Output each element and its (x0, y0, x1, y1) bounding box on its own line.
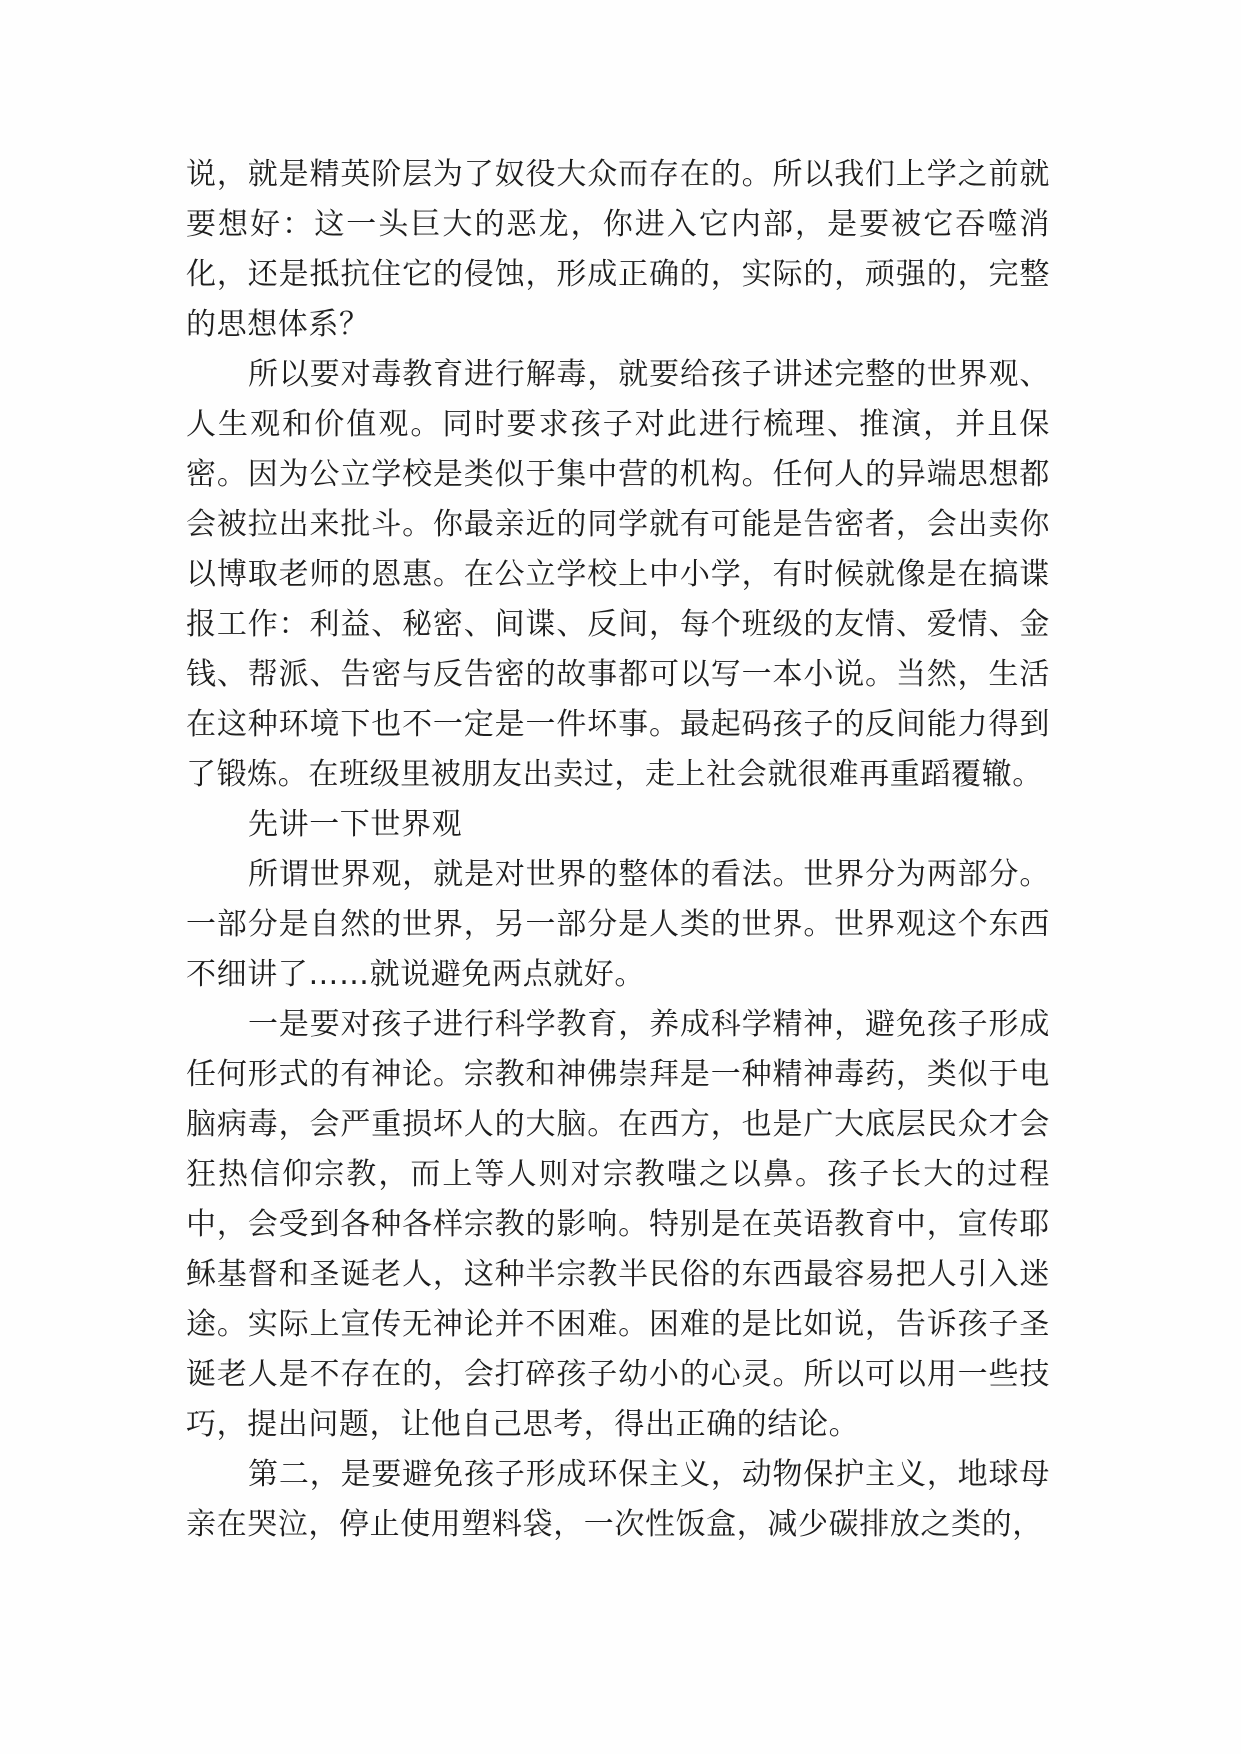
paragraph-1: 说，就是精英阶层为了奴役大众而存在的。所以我们上学之前就要想好：这一头巨大的恶龙，你进入它内部，是要被它吞噬消化，还是抵抗住它的侵蚀，形成正确的，实际的，顽强的，完整的思想体系？ (186, 157, 1050, 342)
paragraph-4: 一是要对孩子进行科学教育，养成科学精神，避免孩子形成任何形式的有神论。宗教和神佛崇拜是一种精神毒药，类似于电脑病毒，会严重损坏人的大脑。在西方，也是广大底层民众才会狂热信仰宗教，而上等人则对宗教嗤之以鼻。孩子长大的过程中，会受到各种各样宗教的影响。特别是在英语教育中，宣传耶稣基督和圣诞老人，这种半宗教半民俗的东西最容易把人引入迷途。实际上宣传无神论并不困难。困难的是比如说，告诉孩子圣诞老人是不存在的，会打碎孩子幼小的心灵。所以可以用一些技巧，提出问题，让他自己思考，得出正确的结论。 (186, 1007, 1050, 1442)
paragraph-5: 第二，是要避免孩子形成环保主义，动物保护主义，地球母亲在哭泣，停止使用塑料袋，一次性饭盒，减少碳排放之类的， (186, 1457, 1050, 1542)
body-text (186, 150, 1050, 1550)
paragraph-2: 所以要对毒教育进行解毒，就要给孩子讲述完整的世界观、人生观和价值观。同时要求孩子对此进行梳理、推演，并且保密。因为公立学校是类似于集中营的机构。任何人的异端思想都会被拉出来批斗。你最亲近的同学就有可能是告密者，会出卖你以博取老师的恩惠。在公立学校上中小学，有时候就像是在搞谍报工作：利益、秘密、间谍、反间，每个班级的友情、爱情、金钱、帮派、告密与反告密的故事都可以写一本小说。当然，生活在这种环境下也不一定是一件坏事。最起码孩子的反间能力得到了锻炼。在班级里被朋友出卖过，走上社会就很难再重蹈覆辙。 (186, 357, 1050, 792)
paragraph-3: 所谓世界观，就是对世界的整体的看法。世界分为两部分。一部分是自然的世界，另一部分是人类的世界。世界观这个东西不细讲了……就说避免两点就好。 (186, 857, 1050, 992)
section-heading-worldview: 先讲一下世界观 (248, 807, 463, 842)
